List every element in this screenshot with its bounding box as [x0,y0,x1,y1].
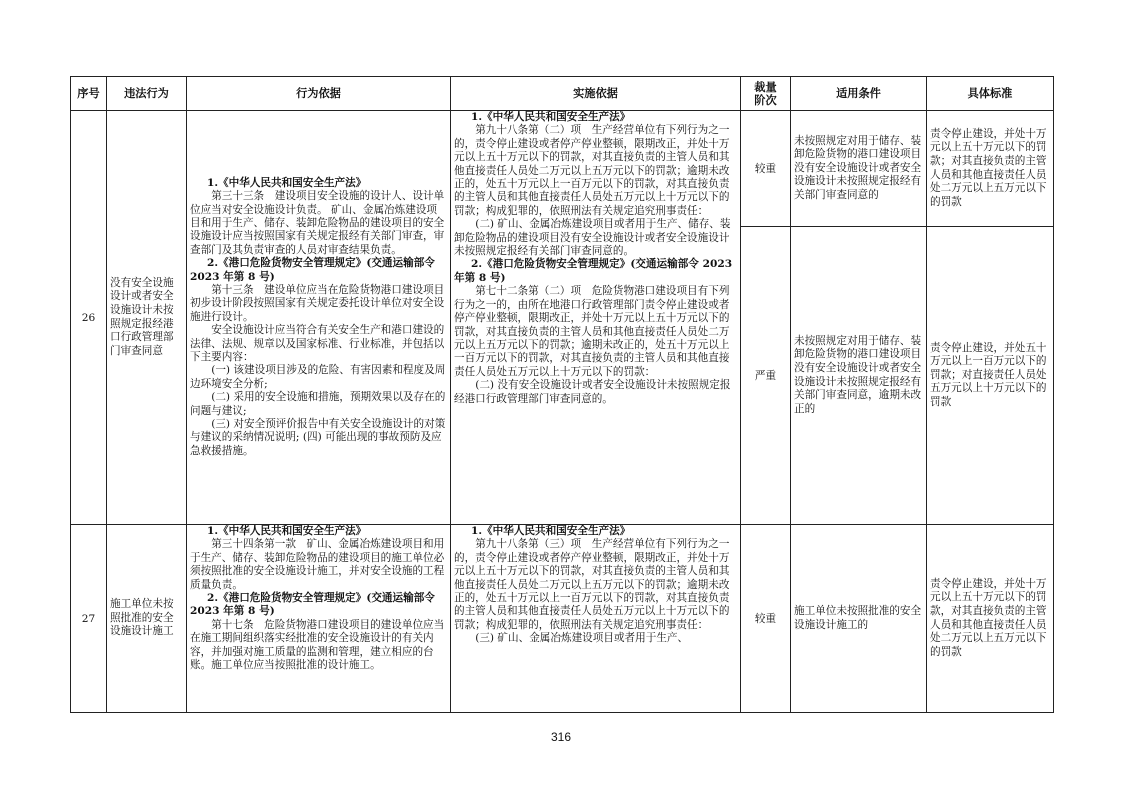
header-seq: 序号 [71,77,107,111]
law-paragraph: (三) 矿山、金属冶炼建设项目或者用于生产、 [475,632,689,645]
row26-cond-1: 未按照规定对用于储存、装卸危险货物的港口建设项目没有安全设施设计或者安全设施设计未按照规定报经有关部门审查同意的 [791,111,927,227]
row27-basis [187,525,451,713]
law-title: 1.《中华人民共和国安全生产法》 [470,525,631,537]
law-paragraph: 第九十八条第（三）项 生产经营单位有下列行为之一的，责令停止建设或者停产停业整顿，限期改正，并处十万元以上五十万元以下的罚款，对其直接负责的主管人员和其他直接责任人员处二万元以上五万元以下的罚款；逾期未改正的，处五十万元以上一百万元以下的罚款，对其直接负责的主管人员和其他直接责任人员处五万元以上十万元以下的罚款；构成犯罪的，依照刑法有关规定追究刑事责任： [454,538,730,631]
regulation-table [70,76,1054,713]
row26-level-2: 严重 [741,227,791,525]
row27-seq: 27 [71,525,107,713]
row26-seq: 26 [71,111,107,525]
law-title: 1.《中华人民共和国安全生产法》 [206,525,367,537]
law-title: 1.《中华人民共和国安全生产法》 [206,176,367,189]
law-paragraph: 第三十三条 建设项目安全设施的设计人、设计单位应当对安全设施设计负责。 矿山、金属冶炼建设项目和用于生产、储存、装卸危险物品的建设项目的安全设施设计应当按照国家有关规定报经有关部门审查，审查部门及其负责审查的人员对审查结果负责。 [190,190,445,256]
row27-cond: 施工单位未按照批准的安全设施设计施工的 [791,525,927,713]
row27-violation: 施工单位未按照批准的安全设施设计施工 [107,525,187,713]
law-title: 1.《中华人民共和国安全生产法》 [470,111,631,123]
row26-impl [451,111,741,525]
law-paragraph: 第三十四条第一款 矿山、金属冶炼建设项目和用于生产、储存、装卸危险物品的建设项目的施工单位必须按照批准的安全设施设计施工，并对安全设施的工程质量负责。 [190,538,445,591]
row26-cond-2: 未按照规定对用于储存、装卸危险货物的港口建设项目没有安全设施设计或者安全设施设计未按照规定报经有关部门审查同意，逾期未改正的 [791,227,927,525]
row26-violation: 没有安全设施设计或者安全设施设计未按照规定报经港口行政管理部门审查同意 [107,111,187,525]
law-paragraph: 第九十八条第（二）项 生产经营单位有下列行为之一的，责令停止建设或者停产停业整顿，限期改正，并处十万元以上五十万元以下的罚款，对其直接负责的主管人员和其他直接责任人员处二万元以上五万元以下的罚款；逾期未改正的，处五十万元以上一百万元以下的罚款，对其直接负责的主管人员和其他直接责任人员处五万元以上十万元以下的罚款；构成犯罪的，依照刑法有关规定追究刑事责任： [454,124,730,217]
header-std: 具体标准 [927,77,1054,111]
row27-std: 责令停止建设，并处十万元以上五十万元以下的罚款，对其直接负责的主管人员和其他直接责任人员处二万元以上五万元以下的罚款 [927,525,1054,713]
law-paragraph: (二) 矿山、金属冶炼建设项目或者用于生产、储存、装卸危险物品的建设项目没有安全设施设计或者安全设施设计未按照规定报经有关部门审查同意的。 [454,218,731,258]
row26-level-1: 较重 [741,111,791,227]
law-title: 2.《港口危险货物安全管理规定》(交通运输部令 2023 年第 8 号) [190,592,435,618]
row27-level: 较重 [741,525,791,713]
law-title: 2.《港口危险货物安全管理规定》(交通运输部令 2023 年第 8 号) [190,257,435,283]
law-paragraph: (三) 对安全预评价报告中有关安全设施设计的对策与建议的采纳情况说明; (四) 可能出现的事故预防及应急救援措施。 [190,418,446,457]
table-row-27 [71,525,1054,713]
row26-std-1: 责令停止建设，并处十万元以上五十万元以下的罚款；对其直接负责的主管人员和其他直接责任人员处二万元以上五万元以下的罚款 [927,111,1054,227]
header-cond: 适用条件 [791,77,927,111]
row26-std-2: 责令停止建设，并处五十万元以上一百万元以下的罚款；对直接责任人员处五万元以上十万元以下的罚款 [927,227,1054,525]
law-paragraph: (二) 采用的安全设施和措施，预期效果以及存在的问题与建议; [190,391,446,417]
law-title: 2.《港口危险货物安全管理规定》(交通运输部令 2023 年第 8 号) [454,258,733,284]
law-paragraph: 安全设施设计应当符合有关安全生产和港口建设的法律、法规、规章以及国家标准、行业标准，并包括以下主要内容： [190,324,445,364]
law-paragraph: 第七十二条第（二）项 危险货物港口建设项目有下列行为之一的，由所在地港口行政管理部门责令停止建设或者停产停业整顿，限期改正，并处十万元以上五十万元以下的罚款，对其直接负责的主管人员和其他直接责任人员处二万元以上五万元以下的罚款；逾期未改正的，处五十万元以上一百万元以下的罚款，对其直接负责的主管人员和其他直接责任人员处五万元以上十万元以下的罚款： [454,285,730,378]
header-violation: 违法行为 [107,77,187,111]
law-paragraph: 第十三条 建设单位应当在危险货物港口建设项目初步设计阶段按照国家有关规定委托设计单位对安全设施进行设计。 [190,283,445,323]
header-level: 裁量 阶次 [741,77,791,111]
law-paragraph: (二) 没有安全设施设计或者安全设施设计未按照规定报经港口行政管理部门审查同意的。 [454,379,731,405]
header-row [71,77,1054,111]
header-basis: 行为依据 [187,77,451,111]
row26-basis [187,111,451,525]
table-row-26a [71,111,1054,227]
row27-impl [451,525,741,713]
header-impl: 实施依据 [451,77,741,111]
law-paragraph: 第十七条 危险货物港口建设项目的建设单位应当在施工期间组织落实经批准的安全设施设计的有关内容，并加强对施工质量的监测和管理，建立相应的台账。施工单位应当按照批准的设计施工。 [190,618,445,672]
law-paragraph: (一) 该建设项目涉及的危险、有害因素和程度及周边环境安全分析; [190,364,446,390]
page-number: 316 [550,730,572,744]
